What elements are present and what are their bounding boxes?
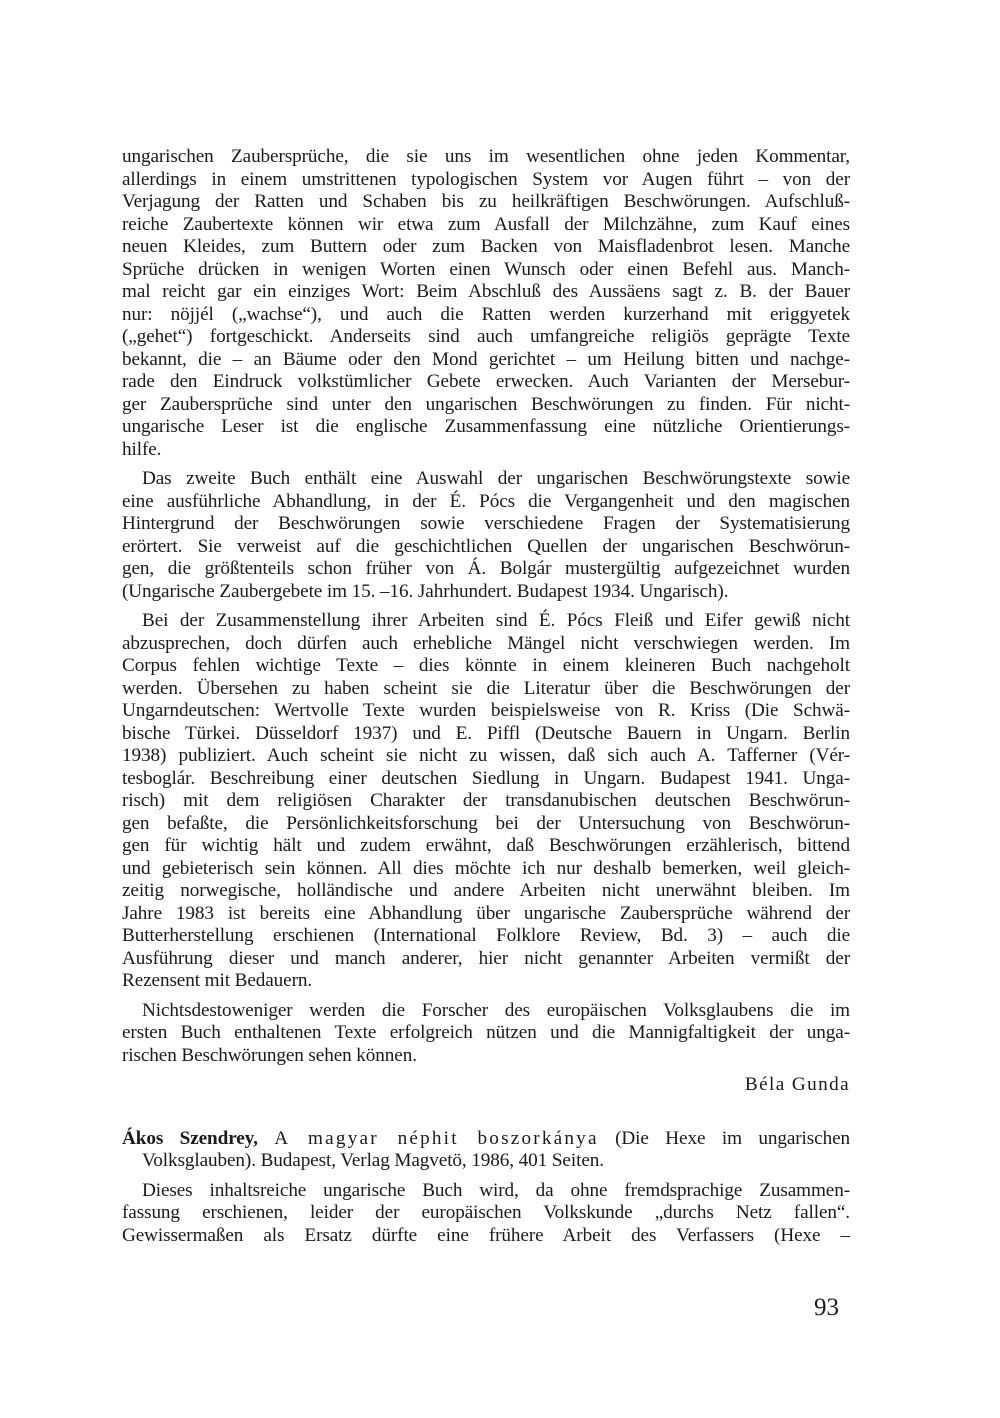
text-line: Butterherstellung erschienen (International Folklore Review, Bd. 3) – auch die [122, 925, 850, 946]
review1-paragraph-4 [122, 1000, 850, 1068]
text-line: reiche Zaubertexte können wir etwa zum Ausfall der Milchzähne, zum Kauf eines [122, 213, 850, 235]
text-line: Ausführung dieser und manch anderer, hier nicht genannter Arbeiten vermißt der [122, 947, 850, 969]
review1-paragraph-1 [122, 146, 850, 461]
text-line: Rezensent mit Bedauern. [122, 970, 313, 991]
text-line: ungarische Leser ist die englische Zusammenfassung eine nützliche Orientierungs- [122, 416, 850, 437]
text-line: ungarischen Zaubersprüche, die sie uns im wesentlichen ohne jeden Kommentar, [122, 146, 850, 167]
text-line: gen für wichtig hält und zudem erwähnt, daß Beschwörungen erzählerisch, bittend [122, 835, 850, 856]
text-line: Bei der Zusammenstellung ihrer Arbeiten sind É. Pócs Fleiß und Eifer gewiß nicht [142, 610, 850, 631]
review2-author: Ákos Szendrey, [122, 1127, 258, 1149]
text-line: Hintergrund der Beschwörungen sowie verschiedene Fragen der Systematisierung [122, 513, 850, 534]
review2-paragraph-1 [122, 1180, 850, 1248]
text-line: risch) mit dem religiösen Charakter der transdanubischen deutschen Beschwörun- [122, 790, 850, 811]
text-line: hilfe. [122, 438, 162, 460]
text-line: Corpus fehlen wichtige Texte – dies könnte in einem kleineren Buch nachgeholt [122, 655, 850, 676]
review2-heading [122, 1128, 850, 1173]
text-line: erörtert. Sie verweist auf die geschichtlichen Quellen der ungarischen Beschwörun- [122, 535, 850, 557]
review1-paragraph-2 [122, 468, 850, 603]
text-line: Jahre 1983 ist bereits eine Abhandlung über ungarische Zaubersprüche während der [122, 902, 850, 924]
review1-paragraph-3 [122, 610, 850, 993]
text-line: abzusprechen, doch dürfen auch erhebliche Mängel nicht verschwiegen werden. Im [122, 632, 850, 654]
text-line: eine ausführliche Abhandlung, in der É. Pócs die Vergangenheit und den magischen [122, 490, 850, 512]
text-line: neuen Kleides, zum Buttern oder zum Backen von Maisfladenbrot lesen. Manche [122, 236, 850, 257]
review2-book-title: A magyar néphit boszorkánya [274, 1127, 599, 1149]
text-line: gen befaßte, die Persönlichkeitsforschung bei der Untersuchung von Beschwörun- [122, 812, 850, 834]
text-line: gen, die größtenteils schon früher von Á. Bolgár mustergültig aufgezeichnet wurden [122, 558, 850, 579]
review2-heading-line-2: Volksglauben). Budapest, Verlag Magvetö, 1986, 401 Seiten. [142, 1150, 604, 1171]
text-line: allerdings in einem umstrittenen typologischen System vor Augen führt – von der [122, 168, 850, 190]
text-line: zeitig norwegische, holländische und andere Arbeiten nicht unerwähnt bleiben. Im [122, 880, 850, 901]
text-line: mal reicht gar ein einziges Wort: Beim Abschluß des Aussäens sagt z. B. der Bauer [122, 281, 850, 302]
review2-heading-line-1 [122, 1128, 850, 1151]
text-line: rade den Eindruck volkstümlicher Gebete erwecken. Auch Varianten der Mersebur- [122, 371, 850, 392]
text-line: Gewissermaßen als Ersatz dürfte eine frühere Arbeit des Verfassers (Hexe – [122, 1224, 850, 1246]
text-line: ersten Buch enthaltenen Texte erfolgreich nützen und die Mannigfaltigkeit der unga- [122, 1022, 850, 1043]
text-line: nur: nöjjél („wachse“), und auch die Ratten werden kurzerhand mit eriggyetek [122, 303, 850, 325]
text-line: Das zweite Buch enthält eine Auswahl der ungarischen Beschwörungstexte sowie [142, 468, 850, 489]
page-body [122, 146, 850, 1254]
text-line: (Ungarische Zaubergebete im 15. –16. Jahrhundert. Budapest 1934. Ungarisch). [122, 580, 729, 602]
text-line: 1938) publiziert. Auch scheint sie nicht zu wissen, daß sich auch A. Tafferner (Vér- [122, 745, 850, 766]
text-line: („gehet“) fortgeschickt. Anderseits sind auch umfangreiche religiös geprägte Texte [122, 326, 850, 347]
page-number: 93 [814, 1294, 839, 1321]
text-line: rischen Beschwörungen sehen können. [122, 1044, 417, 1066]
text-line: bische Türkei. Düsseldorf 1937) und E. Piffl (Deutsche Bauern in Ungarn. Berlin [122, 722, 850, 744]
text-line: Sprüche drücken in wenigen Worten einen Wunsch oder einen Befehl aus. Manch- [122, 258, 850, 280]
text-line: ger Zaubersprüche sind unter den ungarischen Beschwörungen zu finden. Für nicht- [122, 393, 850, 415]
text-line: und gebieterisch sein können. All dies möchte ich nur deshalb bemerken, weil gleich- [122, 857, 850, 879]
review2-heading-rest: (Die Hexe im ungarischen [598, 1127, 850, 1149]
text-line: fassung erschienen, leider der europäischen Volkskunde „durchs Netz fallen“. [122, 1202, 850, 1223]
text-line: Nichtsdestoweniger werden die Forscher des europäischen Volksglaubens die im [142, 999, 850, 1021]
text-line: Dieses inhaltsreiche ungarische Buch wird, da ohne fremdsprachige Zusammen- [142, 1179, 850, 1201]
text-line: Verjagung der Ratten und Schaben bis zu heilkräftigen Beschwörungen. Aufschluß- [122, 191, 850, 212]
text-line: Ungarndeutschen: Wertvolle Texte wurden beispielsweise von R. Kriss (Die Schwä- [122, 700, 850, 721]
text-line: bekannt, die – an Bäume oder den Mond gerichtet – um Heilung bitten und nachge- [122, 348, 850, 370]
text-line: werden. Übersehen zu haben scheint sie die Literatur über die Beschwörungen der [122, 677, 850, 699]
reviewer-signature: Béla Gunda [744, 1074, 850, 1095]
text-line: tesboglár. Beschreibung einer deutschen Siedlung in Ungarn. Budapest 1941. Unga- [122, 767, 850, 789]
